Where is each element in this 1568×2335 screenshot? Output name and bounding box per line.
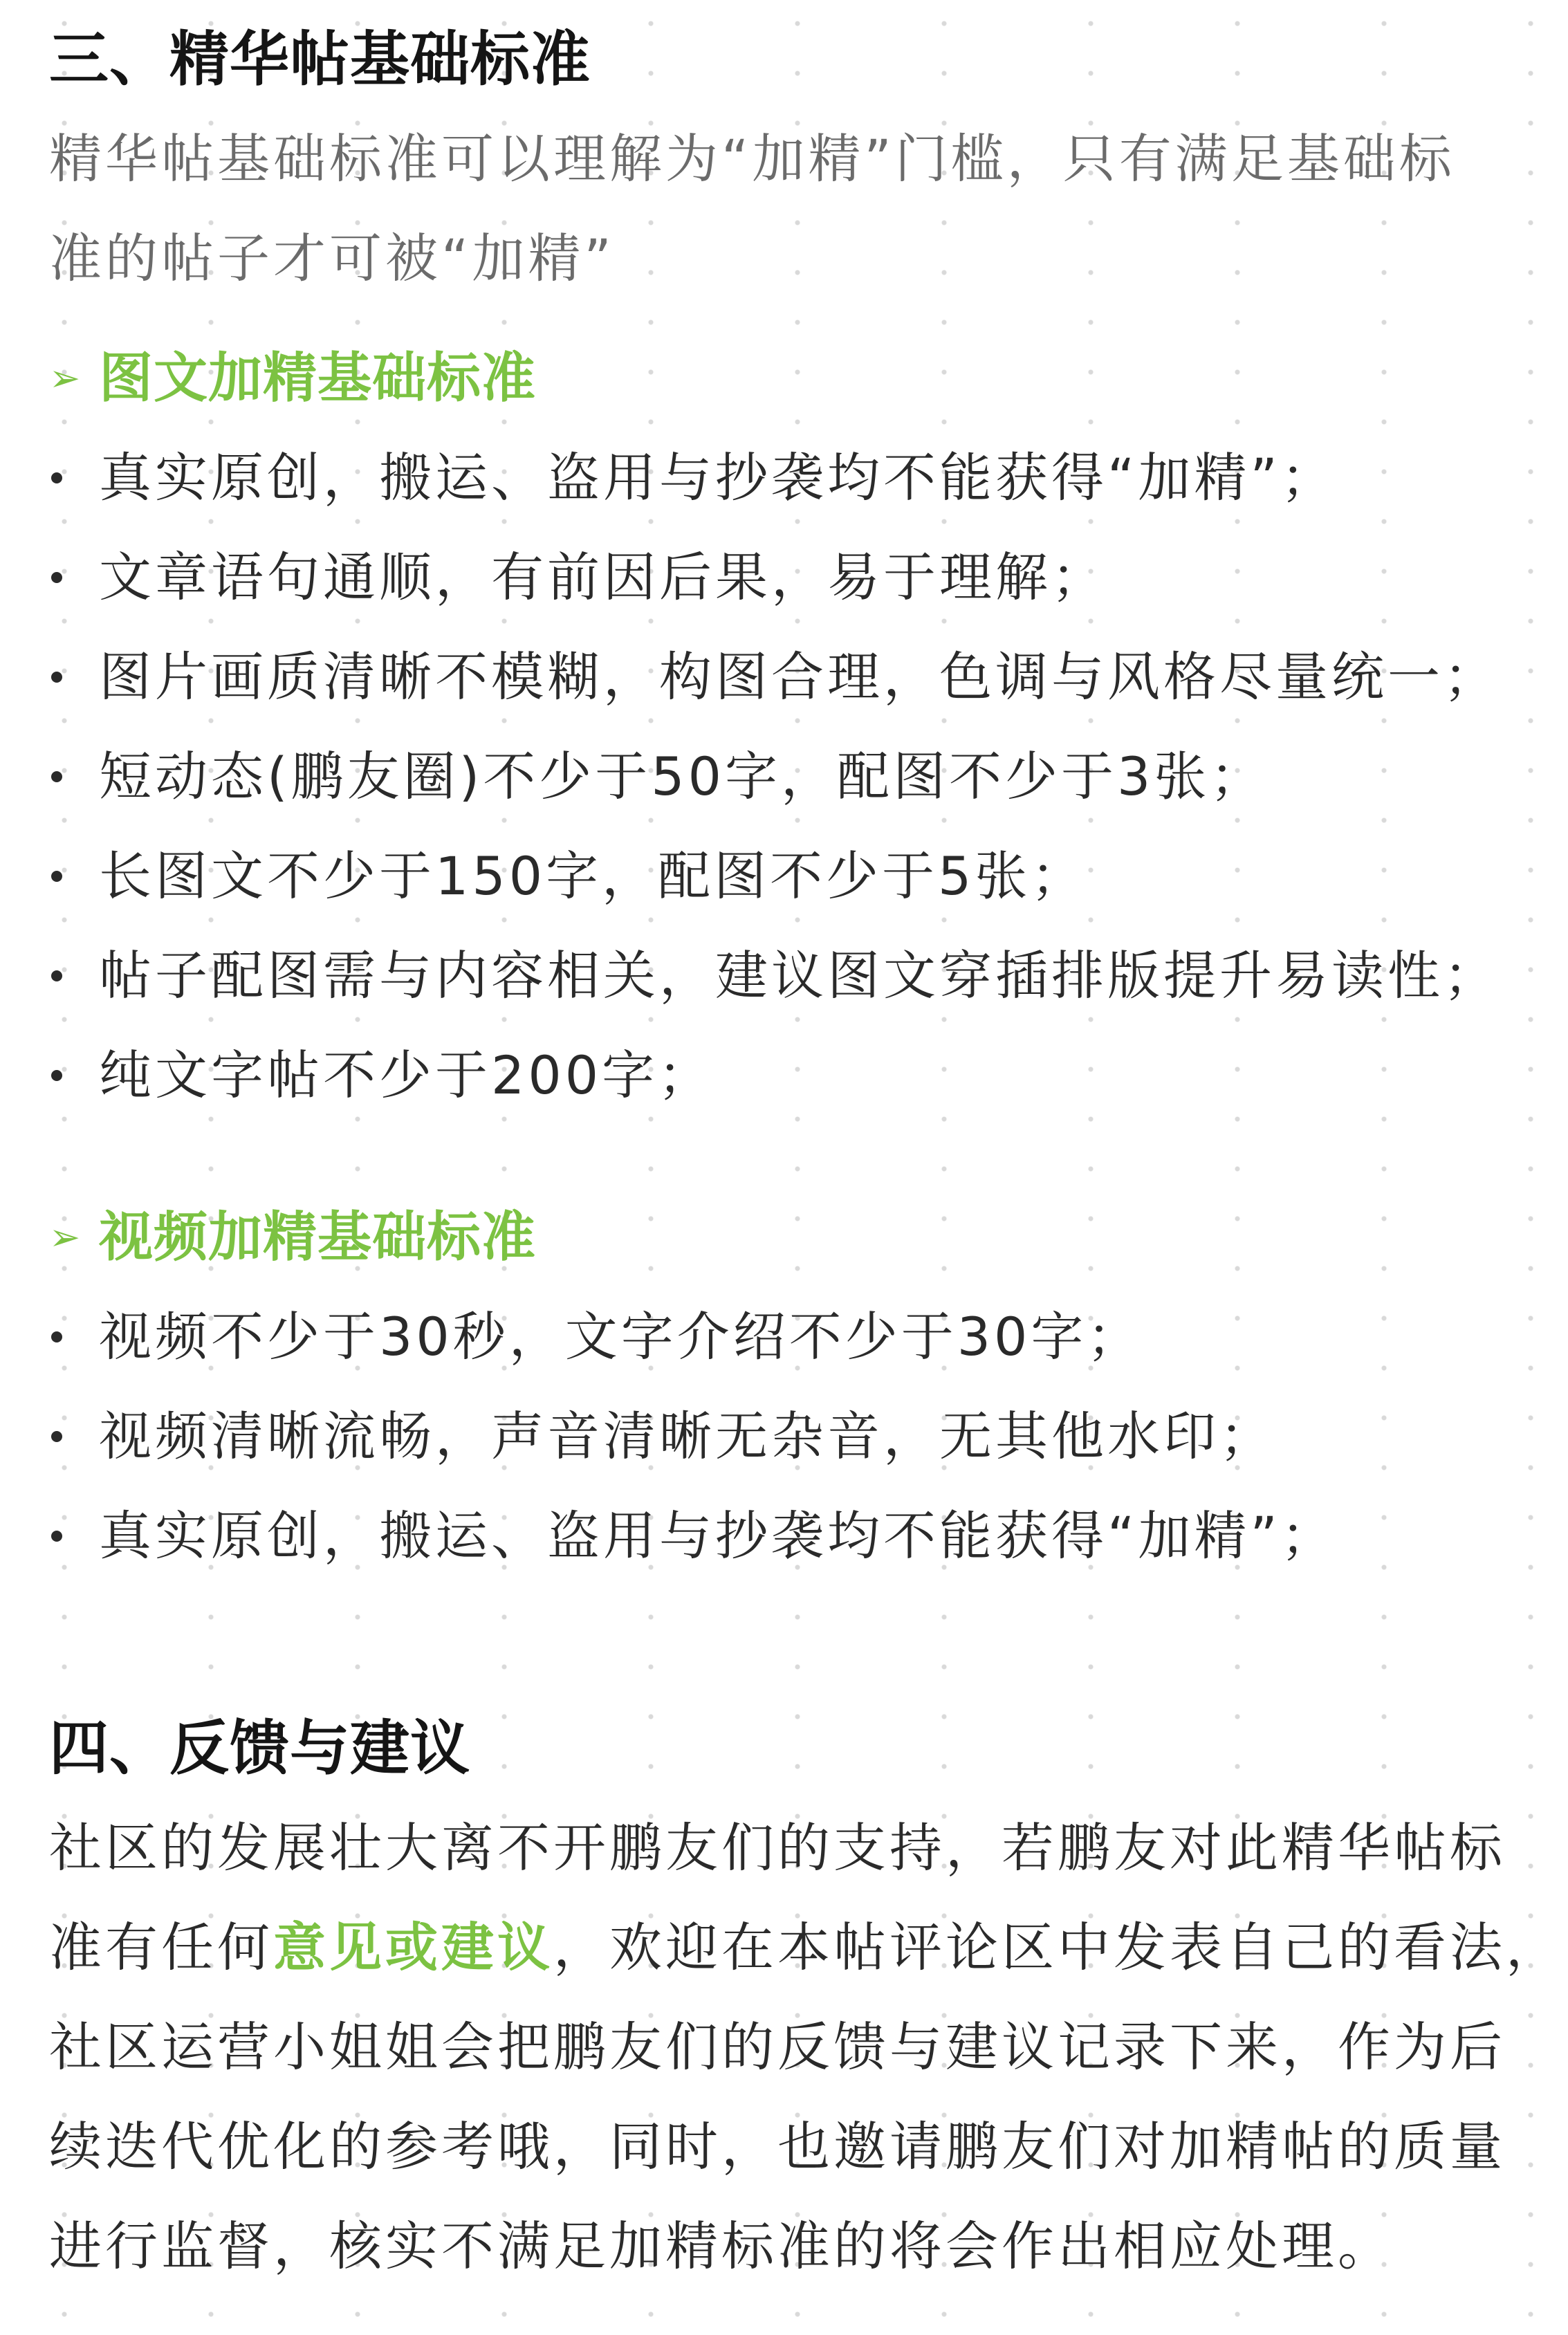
list-item-text: 真实原创，搬运、盗用与抄袭均不能获得“加精”； xyxy=(99,1505,1337,1567)
intro-line: 精华帖基础标准可以理解为“加精”门槛，只有满足基础标 xyxy=(49,128,1455,190)
arrow-bullet-icon: ➢ xyxy=(49,1215,81,1259)
highlighted-phrase: 意见或建议 xyxy=(273,1917,553,1978)
criteria-group-image-text xyxy=(0,329,1568,1125)
list-item xyxy=(0,528,1568,627)
bullet-dot-icon xyxy=(51,1331,62,1342)
paragraph-line xyxy=(0,1898,1568,1997)
list-item-text: 图片画质清晰不模糊，构图合理，色调与风格尽量统一； xyxy=(99,646,1500,708)
list-item-text: 短动态(鹏友圈)不少于50字，配图不少于3张； xyxy=(99,746,1266,807)
bullet-dot-icon xyxy=(51,472,62,483)
bullet-dot-icon xyxy=(51,1431,62,1442)
paragraph-text: ，欢迎在本帖评论区中发表自己的看法， xyxy=(553,1917,1562,1978)
paragraph-text: 准有任何 xyxy=(49,1917,273,1978)
bullet-dot-icon xyxy=(51,970,62,981)
section-4-title: 四、反馈与建议 xyxy=(49,1714,470,1783)
paragraph-line: 续迭代优化的参考哦，同时，也邀请鹏友们对加精帖的质量 xyxy=(49,2116,1506,2177)
criteria-group-video xyxy=(0,1188,1568,1586)
list-item-text: 文章语句通顺，有前因后果，易于理解； xyxy=(99,546,1107,608)
list-item-text: 视频清晰流畅，声音清晰无杂音，无其他水印； xyxy=(99,1405,1275,1467)
group-title xyxy=(0,329,1568,428)
list-item xyxy=(0,1026,1568,1125)
list-item-text: 长图文不少于150字，配图不少于5张； xyxy=(99,845,1087,907)
list-item-text: 帖子配图需与内容相关，建议图文穿插排版提升易读性； xyxy=(99,945,1500,1006)
list-item xyxy=(0,926,1568,1026)
intro-line: 准的帖子才可被“加精” xyxy=(49,228,615,289)
list-item xyxy=(0,1486,1568,1586)
list-item xyxy=(0,727,1568,827)
bullet-dot-icon xyxy=(51,871,62,882)
section-3-header xyxy=(0,10,1568,308)
group-title-label: 视频加精基础标准 xyxy=(99,1206,537,1268)
paragraph-line: 进行监督，核实不满足加精标准的将会作出相应处理。 xyxy=(49,2215,1394,2277)
group-title xyxy=(0,1188,1568,1287)
bullet-dot-icon xyxy=(51,771,62,782)
list-item-text: 真实原创，搬运、盗用与抄袭均不能获得“加精”； xyxy=(99,447,1337,508)
group-title-label: 图文加精基础标准 xyxy=(99,347,537,409)
bullet-dot-icon xyxy=(51,1531,62,1542)
paragraph-line: 社区运营小姐姐会把鹏友们的反馈与建议记录下来，作为后 xyxy=(49,2016,1506,2078)
list-item xyxy=(0,1387,1568,1486)
bullet-dot-icon xyxy=(51,572,62,583)
list-item xyxy=(0,428,1568,528)
list-item-text: 视频不少于30秒，文字介绍不少于30字； xyxy=(99,1306,1143,1367)
bullet-dot-icon xyxy=(51,1070,62,1081)
list-item xyxy=(0,627,1568,727)
list-item-text: 纯文字帖不少于200字； xyxy=(99,1044,714,1106)
paragraph-line: 社区的发展壮大离不开鹏友们的支持，若鹏友对此精华帖标 xyxy=(49,1817,1506,1879)
list-item xyxy=(0,1287,1568,1387)
section-4 xyxy=(0,1699,1568,2296)
arrow-bullet-icon: ➢ xyxy=(49,356,81,400)
bullet-dot-icon xyxy=(51,672,62,683)
section-3-title: 三、精华帖基础标准 xyxy=(49,25,591,94)
list-item xyxy=(0,827,1568,926)
